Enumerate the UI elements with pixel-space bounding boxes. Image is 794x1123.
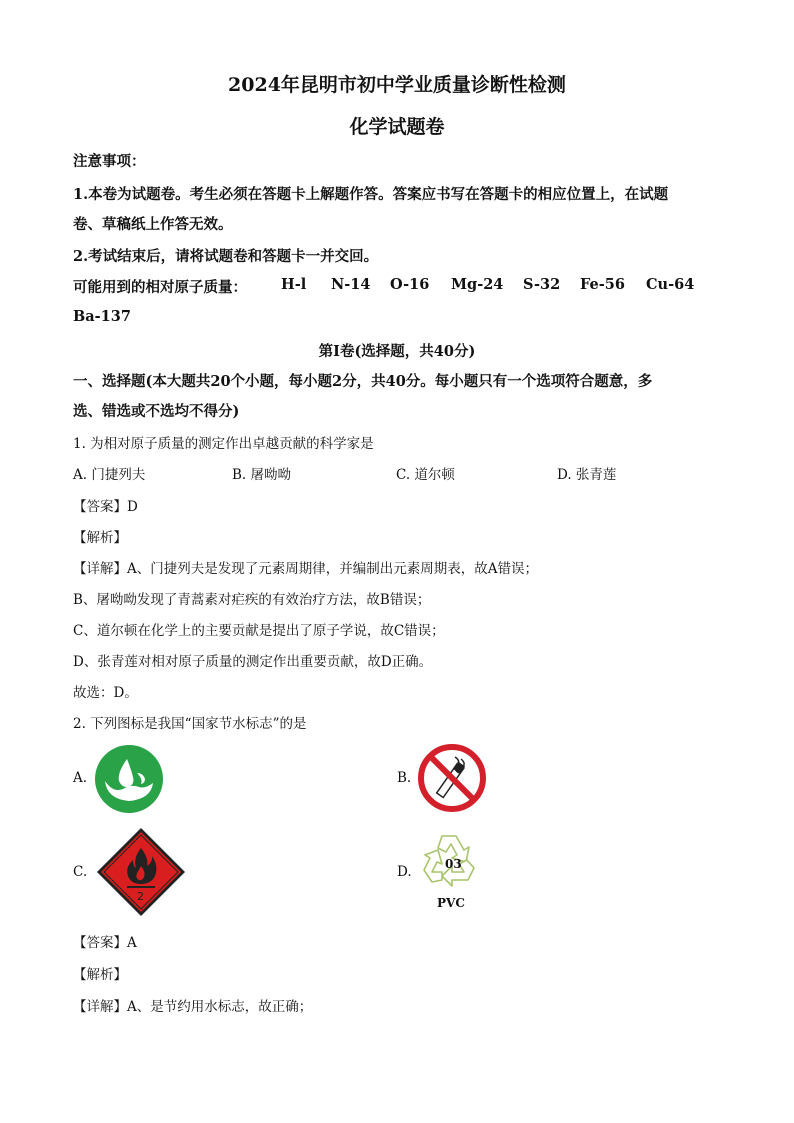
q1-option-a: A. 门捷列夫 bbox=[73, 467, 146, 483]
section-title: 第Ⅰ卷(选择题，共40分) bbox=[318, 343, 476, 360]
notice-heading: 注意事项： bbox=[73, 153, 146, 170]
q1-option-c: C. 道尔顿 bbox=[396, 467, 455, 483]
flammable-gas-icon bbox=[95, 826, 187, 918]
mass-ba: Ba-137 bbox=[73, 308, 131, 325]
q2-option-d-label: D. bbox=[397, 864, 412, 880]
mass-o: O-16 bbox=[390, 276, 430, 293]
q1-analysis: 【解析】 bbox=[73, 530, 127, 546]
recycle-material-label: PVC bbox=[437, 896, 465, 910]
notice-item-1-cont: 卷、草稿纸上作答无效。 bbox=[73, 216, 233, 233]
mass-h: H-l bbox=[281, 276, 307, 293]
recycle-code: 03 bbox=[445, 857, 462, 871]
part-instructions-cont: 选、错选或不选均不得分) bbox=[73, 403, 240, 420]
q1-detail: 【详解】A、门捷列夫是发现了元素周期律，并编制出元素周期表，故A错误； bbox=[73, 561, 538, 577]
q2-detail: 【详解】A、是节约用水标志，故正确； bbox=[73, 999, 313, 1015]
q1-detail-c: C、道尔顿在化学上的主要贡献是提出了原子学说，故C错误； bbox=[73, 623, 445, 639]
mass-fe: Fe-56 bbox=[580, 276, 625, 293]
notice-item-2: 2.考试结束后，请将试题卷和答题卡一并交回。 bbox=[73, 248, 379, 265]
q1-answer: 【答案】D bbox=[73, 499, 138, 515]
q1-detail-d: D、张青莲对相对原子质量的测定作出重要贡献，故D正确。 bbox=[73, 654, 433, 670]
mass-label: 可能用到的相对原子质量： bbox=[73, 279, 247, 296]
q2-analysis: 【解析】 bbox=[73, 967, 127, 983]
q1-option-d: D. 张青莲 bbox=[557, 467, 617, 483]
page-title: 2024年昆明市初中学业质量诊断性检测 bbox=[228, 74, 566, 96]
q2-option-c-label: C. bbox=[73, 864, 88, 880]
mass-mg: Mg-24 bbox=[451, 276, 504, 293]
no-smoking-icon bbox=[417, 743, 487, 813]
notice-item-1: 1.本卷为试题卷。考生必须在答题卡上解题作答。答案应书写在答题卡的相应位置上，在试题 bbox=[73, 186, 669, 203]
q1-option-b: B. 屠呦呦 bbox=[232, 467, 292, 483]
q2-option-b-label: B. bbox=[397, 770, 412, 786]
mass-n: N-14 bbox=[331, 276, 371, 293]
q2-stem: 2. 下列图标是我国“国家节水标志”的是 bbox=[73, 716, 307, 732]
page-subtitle: 化学试题卷 bbox=[349, 116, 445, 138]
q1-stem: 1. 为相对原子质量的测定作出卓越贡献的科学家是 bbox=[73, 436, 374, 452]
q2-answer: 【答案】A bbox=[73, 935, 137, 951]
water-saving-icon bbox=[93, 743, 165, 815]
q1-conclusion: 故选：D。 bbox=[73, 685, 138, 701]
q2-option-a-label: A. bbox=[73, 770, 88, 786]
part-instructions: 一、选择题(本大题共20个小题，每小题2分，共40分。每小题只有一个选项符合题意，多 bbox=[73, 373, 653, 390]
q1-detail-b: B、屠呦呦发现了青蒿素对疟疾的有效治疗方法，故B错误； bbox=[73, 592, 431, 608]
mass-cu: Cu-64 bbox=[646, 276, 695, 293]
hazard-class-number: 2 bbox=[137, 890, 144, 903]
mass-s: S-32 bbox=[523, 276, 561, 293]
